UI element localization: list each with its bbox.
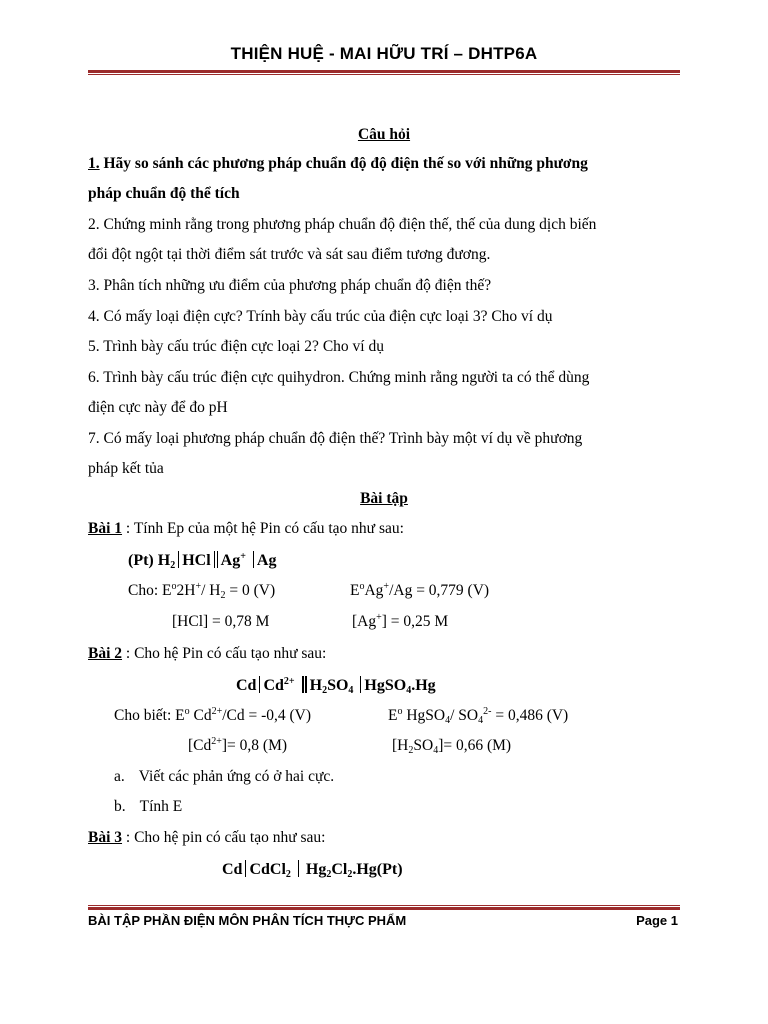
- footer-title: BÀI TẬP PHẦN ĐIỆN MÔN PHÂN TÍCH THỰC PHẨM: [88, 913, 407, 928]
- question-6-line-2: điện cực này để đo pH: [88, 399, 228, 416]
- exercise-2-text: Cho hệ Pin có cấu tạo như sau:: [130, 645, 327, 662]
- exercise-2-cell-notation: Cd $Cd^{2+}$ $H_2SO_4$ HgSO$_4$.Hg: [236, 676, 436, 696]
- question-7-line-2: pháp kết tủa: [88, 460, 164, 477]
- exercise-3-cell-notation: Cd CdCl$_2$ $Hg_2Cl_2.Hg(Pt)$: [222, 861, 403, 880]
- exercise-2-label: Bài 2: [88, 645, 123, 662]
- question-3: 3. Phân tích những ưu điểm của phương pháp chuẩn độ điện thế?: [88, 277, 492, 294]
- exercise-1-prompt: Bài 1 : Tính Ep của một hệ Pin có cấu tạo như sau:: [88, 520, 404, 537]
- exercise-3-prompt: Bài 3 : Cho hệ pin có cấu tạo như sau:: [88, 829, 326, 846]
- exercise-1-text: Tính Ep của một hệ Pin có cấu tạo như sau:: [130, 520, 404, 537]
- exercise-2-prompt: Bài 2 : Cho hệ Pin có cấu tạo như sau:: [88, 645, 327, 662]
- question-7-line-1: 7. Có mấy loại phương pháp chuẩn độ điện thế? Trình bày một ví dụ về phương: [88, 430, 583, 447]
- list-marker-b: b.: [114, 798, 126, 815]
- exercise-2-item-b: b. Tính E: [114, 798, 183, 815]
- exercise-1-label: Bài 1: [88, 520, 123, 537]
- question-1-number: 1.: [88, 155, 100, 172]
- header-rule: [88, 70, 680, 75]
- exercise-1-cell-notation: (Pt) $H_2$ HCl Ag+ Ag: [128, 551, 277, 571]
- exercise-2-conc-h2so4: $[H_2SO_4]= 0,66$ (M): [392, 737, 512, 756]
- exercise-2-item-a: a. Viết các phản ứng có ở hai cực.: [114, 768, 335, 785]
- question-5: 5. Trình bày cấu trúc điện cực loại 2? Cho ví dụ: [88, 338, 384, 355]
- exercise-3-text: Cho hệ pin có cấu tạo như sau:: [130, 829, 326, 846]
- exercise-1-conc-hcl: [HCl] = 0,78 M: [172, 613, 270, 630]
- list-marker-a: a.: [114, 768, 125, 785]
- exercise-3-label: Bài 3: [88, 829, 123, 846]
- exercise-1-conc-ag: [Ag+] = 0,25 M: [352, 612, 449, 630]
- exercise-2-given-hg: $E^o$ HgSO$_4$/ $SO_4^{2-} = 0,486$ (V): [388, 706, 569, 726]
- question-6-line-1: 6. Trình bày cấu trúc điện cực quihydron. Chứng minh rằng người ta có thể dùng: [88, 369, 590, 386]
- exercise-2-conc-cd: $[Cd^{2+}]= 0,8$ (M): [188, 736, 288, 754]
- question-1-line-1: [88, 155, 588, 173]
- question-1-line-2: pháp chuẩn độ thể tích: [88, 185, 240, 202]
- exercise-2-given-cd: Cho biết: $E^o$ $Cd^{2+}/Cd = -0,4$ (V): [114, 706, 312, 724]
- exercise-1-given-h2: Cho: $E^o2H^+/$ $H_2 = 0$ (V): [128, 581, 276, 601]
- page-number: Page 1: [636, 913, 678, 928]
- question-4: 4. Có mấy loại điện cực? Trính bày cấu trúc của điện cực loại 3? Cho ví dụ: [88, 308, 553, 325]
- page-header-title: THIỆN HUỆ - MAI HỮU TRÍ – DHTP6A: [230, 44, 538, 63]
- footer-rule: [88, 905, 680, 910]
- question-2-line-2: đổi đột ngột tại thời điểm sát trước và sát sau điểm tương đương.: [88, 246, 491, 263]
- questions-heading: Câu hỏi: [357, 126, 411, 143]
- question-2-line-1: 2. Chứng minh rằng trong phương pháp chuẩn độ điện thế, thế của dung dịch biến: [88, 216, 597, 233]
- exercise-1-given-ag: $E^oAg^+/Ag = 0,779$ (V): [350, 581, 490, 599]
- question-1-text-a: Hãy so sánh các phương pháp chuẩn độ độ điện thế so với những phương: [99, 155, 588, 172]
- exercises-heading: Bài tập: [360, 490, 408, 507]
